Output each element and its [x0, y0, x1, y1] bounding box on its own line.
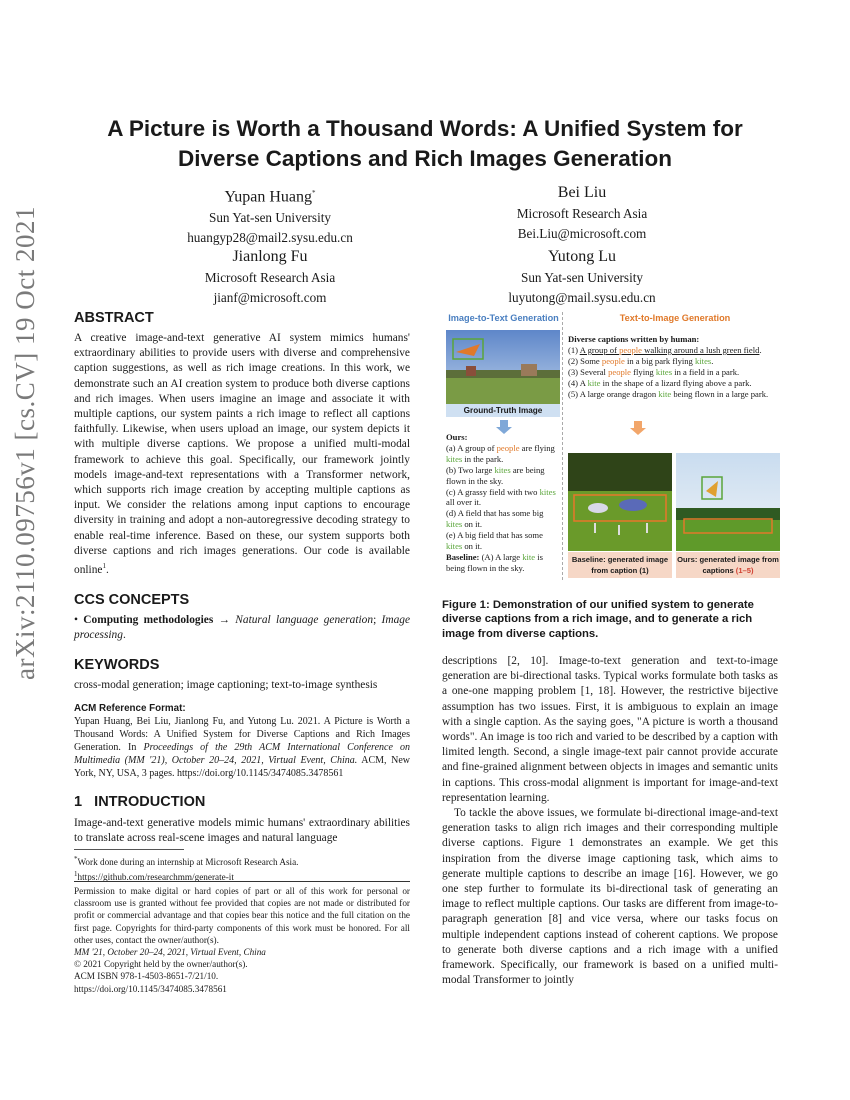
author-name: Jianlong Fu [232, 248, 308, 265]
permission-copyright: © 2021 Copyright held by the owner/author(s). [74, 959, 248, 970]
author-block-2 [452, 182, 712, 243]
acm-ref-text: Yupan Huang, Bei Liu, Jianlong Fu, and Yutong Lu. 2021. A Picture is Worth a Thousand Words: A Unified System for Diverse Captions and Rich Images Generation. In Proceedings of the 29th ACM International Conference on Multimedia (MM '21), October 20–24, 2021, Virtual Event, China. ACM, New York, NY, USA, 3 pages. https://doi.org/10.1145/3474085.3478561 [74, 715, 410, 779]
acm-ref-heading: ACM Reference Format: [74, 702, 186, 714]
title-line-1: A Picture is Worth a Thousand Words: A Unified System for [107, 116, 743, 141]
author-email: jianf@microsoft.com [213, 289, 327, 305]
ours-image-label: Ours: generated image from captions (1–5) [676, 552, 780, 578]
permission-text: Permission to make digital or hard copies of part or all of this work for personal or classroom use is granted without fee provided that copies are not made or distributed for profit or commercial advantage and that copies bear this notice and the full citation on the first page. Copyrights for third-party components of this work must be honored. For all other uses, contact the owner/author(s). [74, 886, 410, 945]
author-email: luyutong@mail.sysu.edu.cn [508, 289, 656, 305]
ours-generated-image [676, 453, 780, 551]
ground-truth-image [446, 330, 560, 404]
ours-caption-a: (a) A group of people are flying kites in the park. [446, 442, 555, 464]
intro-heading: 1 INTRODUCTION [74, 793, 206, 810]
ours-caption-d: (d) A field that has some big kites on it. [446, 508, 544, 530]
i2t-title: Image-to-Text Generation [448, 313, 559, 323]
intro-paragraph-1: descriptions [2, 10]. Image-to-text generation and text-to-image generation are bi-directional tasks. Typical works formulate both tasks as a one-one mapping problem [1, 18]. However, the restrictive bijective assumption has two issues. First, it is ambiguous to explain an image with a single caption. As the saying goes, "A picture is worth a thousand words". An image is too rich and varied to be described by a caption with limited length. Second, a single image-text pair cannot provide accurate and fine-grained alignment between objects in images and semantic units in captions. This cross-modal alignment is important for image-and-text representation learning. [442, 655, 778, 804]
author-name: Bei Liu [557, 184, 607, 201]
author-block-3 [140, 246, 400, 307]
footnote-rule [74, 849, 184, 850]
author-affiliation: Microsoft Research Asia [204, 270, 336, 285]
author-affiliation: Microsoft Research Asia [516, 206, 648, 221]
human-caption-list [568, 334, 780, 399]
ccs-text: • Computing methodologies → Natural language generation; Image processing. [74, 614, 411, 642]
title-line-2: Diverse Captions and Rich Images Generation [178, 146, 672, 171]
permission-venue: MM '21, October 20–24, 2021, Virtual Event, China [74, 947, 266, 958]
keywords-text: cross-modal generation; image captioning; text-to-image synthesis [74, 679, 378, 692]
footnote-1: *Work done during an internship at Microsoft Research Asia. [74, 855, 299, 868]
author-email: huangyp28@mail2.sysu.edu.cn [187, 229, 353, 245]
intro-text-left: Image-and-text generative models mimic humans' extraordinary abilities to translate across real-scene images and natural language [74, 816, 410, 844]
ours-label: Ours: [446, 432, 468, 442]
author-block-4 [452, 246, 712, 307]
intro-paragraph-2: To tackle the above issues, we formulate bi-directional image-and-text generation tasks to align rich images and their corresponding multiple diverse captions. Figure 1 demonstrates an example. We get this inspiration from the diverse image captioning task, which aims to generate multiple captions to describe an image [16]. However, we go one step further to formulate its bi-directional task of generating an image to reflect multiple captions. Our tasks are different from image-to-paragraph generation [8] and vice versa, where our tasks focus on multiple independent captions instead of coherent captions. We propose to generate both diverse captions and a rich image with a unified framework. Specifically, our framework is based on a unified multi-modal Transformer to jointly [442, 807, 778, 987]
permission-rule [74, 881, 410, 882]
figure-1-caption: Figure 1: Demonstration of our unified system to generate diverse captions from a rich image, and to generate a rich image from diverse captions. [442, 599, 754, 640]
permission-isbn: ACM ISBN 978-1-4503-8651-7/21/10. [74, 971, 219, 982]
down-arrow-orange-icon [630, 421, 646, 435]
baseline-image-label: Baseline: generated image from caption (1) [568, 552, 672, 578]
permission-block [74, 881, 410, 995]
footnotes [74, 849, 410, 884]
gt-image-label: Ground-Truth Image [446, 404, 560, 417]
human-caption-5: (5) A large orange dragon kite being flown in a large park. [568, 388, 769, 399]
intro-text-right [442, 654, 778, 988]
human-caption-3: (3) Several people flying kites in a field in a park. [568, 366, 740, 377]
human-caption-4: (4) A kite in the shape of a lizard flying above a park. [568, 377, 752, 388]
ours-caption-list [446, 432, 560, 574]
ours-caption-b: (b) Two large kites are being flown in the sky. [446, 464, 545, 486]
permission-doi: https://doi.org/10.1145/3474085.3478561 [74, 983, 227, 994]
t2i-title: Text-to-Image Generation [619, 313, 731, 323]
human-caption-1: (1) A group of people walking around a lush green field. [568, 344, 762, 355]
arxiv-identifier: arXiv:2110.09756v1 [cs.CV] 19 Oct 2021 [10, 206, 40, 680]
keywords-heading: KEYWORDS [74, 657, 160, 674]
footnote-2: $^1$https://github.com/researchmm/generate-it [74, 870, 234, 883]
ours-caption-e: (e) A big field that has some kites on it. [446, 530, 543, 552]
figure-divider [562, 312, 563, 580]
human-caption-2: (2) Some people in a big park flying kites. [568, 355, 714, 366]
paper-title [60, 114, 790, 174]
author-affiliation: Sun Yat-sen University [209, 210, 331, 226]
abstract-text: A creative image-and-text generative AI system mimics humans' extraordinary abilities to provide users with diverse and comprehensive caption suggestions, as well as rich image creations. In this work, we demonstrate such an AI creation system to produce both diverse captions and rich images. When users imagine an image and associate it with multiple captions, our system paints a rich image to reflect all captions faithfully. Likewise, when users upload an image, our system depicts it with multiple diverse captions. We propose a unified multi-modal framework to achieve this goal. Specifically, our framework jointly models image-and-text representations with a Transformer network, which supports rich image creation by accepting multiple captions as input. We consider the relations among input captions to encourage diversity in training and adopt a non-autoregressive decoding strategy to enable real-time inference. Based on these, our system supports both diverse captions and rich images generations. Our code is available online$^1$. [74, 332, 410, 576]
ours-caption-c: (c) A grassy field with two kites all over it. [446, 486, 556, 508]
author-block-1 [140, 182, 400, 247]
figure-1 [442, 310, 782, 585]
author-affiliation: Sun Yat-sen University [521, 270, 643, 285]
baseline-generated-image [568, 453, 672, 551]
ccs-heading: CCS CONCEPTS [74, 592, 190, 609]
abstract-heading: ABSTRACT [74, 310, 154, 326]
left-column [74, 310, 410, 846]
human-label: Diverse captions written by human: [568, 334, 700, 344]
baseline-caption: Baseline: (A) A large kite is being flown in the sky. [446, 551, 544, 573]
author-name: Yupan Huang* [224, 188, 316, 206]
author-name: Yutong Lu [548, 248, 616, 265]
author-email: Bei.Liu@microsoft.com [517, 225, 647, 241]
